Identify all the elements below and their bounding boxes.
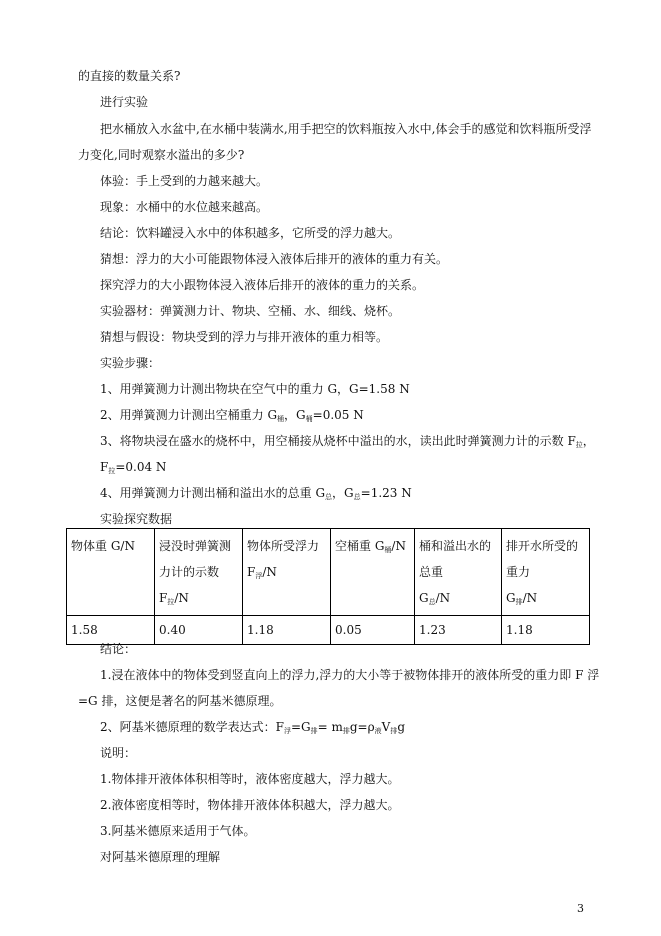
- text-line: 猜想：浮力的大小可能跟物体浸入液体后排开的液体的重力有关。: [100, 252, 449, 266]
- text-line: 进行实验: [100, 95, 149, 109]
- text-line: 实验器材：弹簧测力计、物块、空桶、水、细线、烧杯。: [100, 304, 401, 318]
- table-header-cell: 浸没时弹簧测力计的示数 $F_拉/N$: [155, 529, 243, 616]
- table-cell: 0.05: [331, 616, 415, 645]
- text-line: 探究浮力的大小跟物体浸入液体后排开的液体的重力的关系。: [100, 278, 425, 292]
- text-line: 现象：水桶中的水位越来越高。: [100, 200, 269, 214]
- table-header-cell: 排开水所受的重力 $G_排/N$: [502, 529, 590, 616]
- text-line: 猜想与假设：物块受到的浮力与排开液体的重力相等。: [100, 330, 389, 344]
- step-1: 1、用弹簧测力计测出物块在空气中的重力 G，G=1.58 N: [100, 382, 410, 396]
- table-header-cell: 物体重 G/N: [67, 529, 155, 616]
- note-item: 1.物体排开液体体积相等时，液体密度越大，浮力越大。: [100, 772, 400, 786]
- text-line: 实验步骤：: [100, 356, 161, 370]
- table-cell: 1.18: [243, 616, 331, 645]
- table-cell: 1.18: [502, 616, 590, 645]
- note-item: 2.液体密度相等时，物体排开液体体积越大，浮力越大。: [100, 798, 400, 812]
- note-item: 3.阿基米德原来适用于气体。: [100, 824, 256, 838]
- text-line: 体验：手上受到的力越来越大。: [100, 174, 269, 188]
- step-4: 4、用弹簧测力计测出桶和溢出水的总重 $G_总$，$G_总=1.23$ N: [100, 486, 412, 501]
- page-number: 3: [577, 902, 584, 915]
- data-table: [66, 528, 590, 645]
- table-cell: 0.40: [155, 616, 243, 645]
- conclusion-title: 结论：: [100, 642, 137, 656]
- conclusion-p1-cont: =G 排，这便是著名的阿基米德原理。: [78, 694, 282, 708]
- table-cell: 1.23: [415, 616, 502, 645]
- section-heading: 对阿基米德原理的理解: [100, 850, 221, 864]
- table-header-row: [67, 529, 590, 616]
- conclusion-p1: 1.浸在液体中的物体受到竖直向上的浮力,浮力的大小等于被物体排开的液体所受的重力即 F 浮: [100, 668, 600, 682]
- step-3: 3、将物块浸在盛水的烧杯中，用空桶接从烧杯中溢出的水，读出此时弹簧测力计的示数 $F_拉$，: [100, 434, 595, 449]
- table-caption: 实验探究数据: [100, 512, 173, 526]
- table-header-cell: 物体所受浮力 $F_浮/N$: [243, 529, 331, 616]
- table-row: [67, 616, 590, 645]
- text-line: 的直接的数量关系?: [78, 69, 181, 83]
- text-line: 结论：饮料罐浸入水中的体积越多，它所受的浮力越大。: [100, 226, 401, 240]
- table-header-cell: 桶和溢出水的总重 $G_总/N$: [415, 529, 502, 616]
- step-2: 2、用弹簧测力计测出空桶重力 $G_桶$，$G_桶=0.05$ N: [100, 408, 364, 423]
- table-header-cell: 空桶重 $G_桶/N$: [331, 529, 415, 616]
- step-3-cont: $F_拉=0.04$ N: [100, 460, 167, 475]
- note-title: 说明：: [100, 746, 137, 760]
- formula-line: 2、阿基米德原理的数学表达式：$F_浮=G_排= m_排g=\rho_液V_排g$: [100, 720, 406, 735]
- text-line: 力变化,同时观察水溢出的多少?: [78, 148, 245, 162]
- table-cell: 1.58: [67, 616, 155, 645]
- text-line: 把水桶放入水盆中,在水桶中装满水,用手把空的饮料瓶按入水中,体会手的感觉和饮料瓶所受浮: [100, 122, 592, 136]
